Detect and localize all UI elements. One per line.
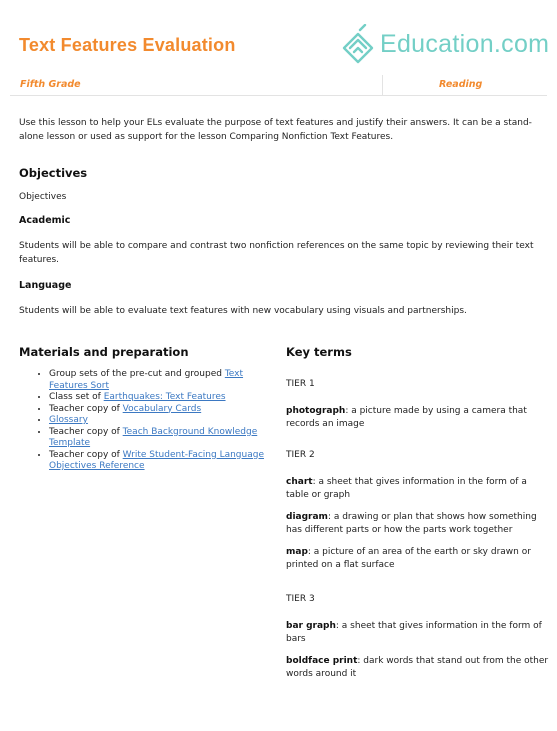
key-terms-section <box>286 345 551 681</box>
list-item: • Teacher copy of Write Student-Facing Language Objectives Reference <box>49 450 274 473</box>
subject-label: Reading <box>439 79 483 90</box>
tier-1-label: TIER 1 <box>286 379 315 389</box>
key-terms-heading: Key terms <box>286 345 352 359</box>
list-item <box>49 415 274 427</box>
list-item: • Group sets of the pre-cut and grouped Text Features Sort <box>49 369 274 392</box>
term-definition: map: a picture of an area of the earth or sky drawn or printed on a flat surface <box>286 547 531 570</box>
meta-divider <box>382 75 383 95</box>
background-knowledge-template-link[interactable]: Teach Background Knowledge Template <box>49 426 258 448</box>
list-item: • Teacher copy of Vocabulary Cards <box>49 404 274 416</box>
term-definition: diagram: a drawing or plan that shows how something has different parts or how the parts work together <box>286 512 537 535</box>
academic-heading: Academic <box>19 215 71 226</box>
term-definition: bar graph: a sheet that gives information in the form of bars <box>286 621 542 644</box>
term-word: bar graph <box>286 621 336 631</box>
logo-text: Education.com <box>380 29 550 58</box>
tier-2-label: TIER 2 <box>286 450 315 460</box>
materials-list <box>19 369 274 473</box>
list-item: • Class set of Earthquakes: Text Features <box>49 392 274 404</box>
list-item: • Teacher copy of Teach Background Knowledge Template <box>49 427 274 450</box>
grade-label: Fifth Grade <box>20 79 81 90</box>
language-objectives-reference-link[interactable]: Write Student-Facing Language Objectives Reference <box>49 449 264 471</box>
tier-3-label: TIER 3 <box>286 594 315 604</box>
page-title: Text Features Evaluation <box>19 35 236 55</box>
term-word: chart <box>286 477 313 487</box>
term-word: diagram <box>286 512 328 522</box>
language-heading: Language <box>19 280 72 291</box>
vocabulary-cards-link[interactable]: Vocabulary Cards <box>122 403 202 414</box>
term-word: map <box>286 547 308 557</box>
term-definition: boldface print: dark words that stand out from the other words around it <box>286 656 549 679</box>
objectives-heading: Objectives <box>19 166 88 180</box>
education-logo-icon <box>338 24 378 64</box>
term-definition: chart: a sheet that gives information in the form of a table or graph <box>286 477 527 500</box>
lesson-meta-bar <box>10 75 547 96</box>
language-text: Students will be able to evaluate text features with new vocabulary using visuals and partnerships. <box>19 306 467 316</box>
education-logo[interactable] <box>338 20 553 68</box>
materials-section <box>19 345 274 473</box>
glossary-link[interactable]: Glossary <box>49 415 88 425</box>
intro-paragraph: Use this lesson to help your ELs evaluate the purpose of text features and justify their answers. It can be a stand-alone lesson or used as support for the lesson Comparing Nonfiction Text Features. <box>19 118 532 142</box>
materials-heading: Materials and preparation <box>19 345 189 359</box>
objectives-subheading: Objectives <box>19 192 67 202</box>
term-definition: photograph: a picture made by using a camera that records an image <box>286 406 527 429</box>
text-features-sort-link[interactable]: Text Features Sort <box>49 369 244 391</box>
term-word: photograph <box>286 406 346 416</box>
academic-text: Students will be able to compare and contrast two nonfiction references on the same topic by reviewing their text features. <box>19 241 534 265</box>
earthquakes-text-features-link[interactable]: Earthquakes: Text Features <box>103 392 226 402</box>
term-word: boldface print <box>286 656 358 666</box>
